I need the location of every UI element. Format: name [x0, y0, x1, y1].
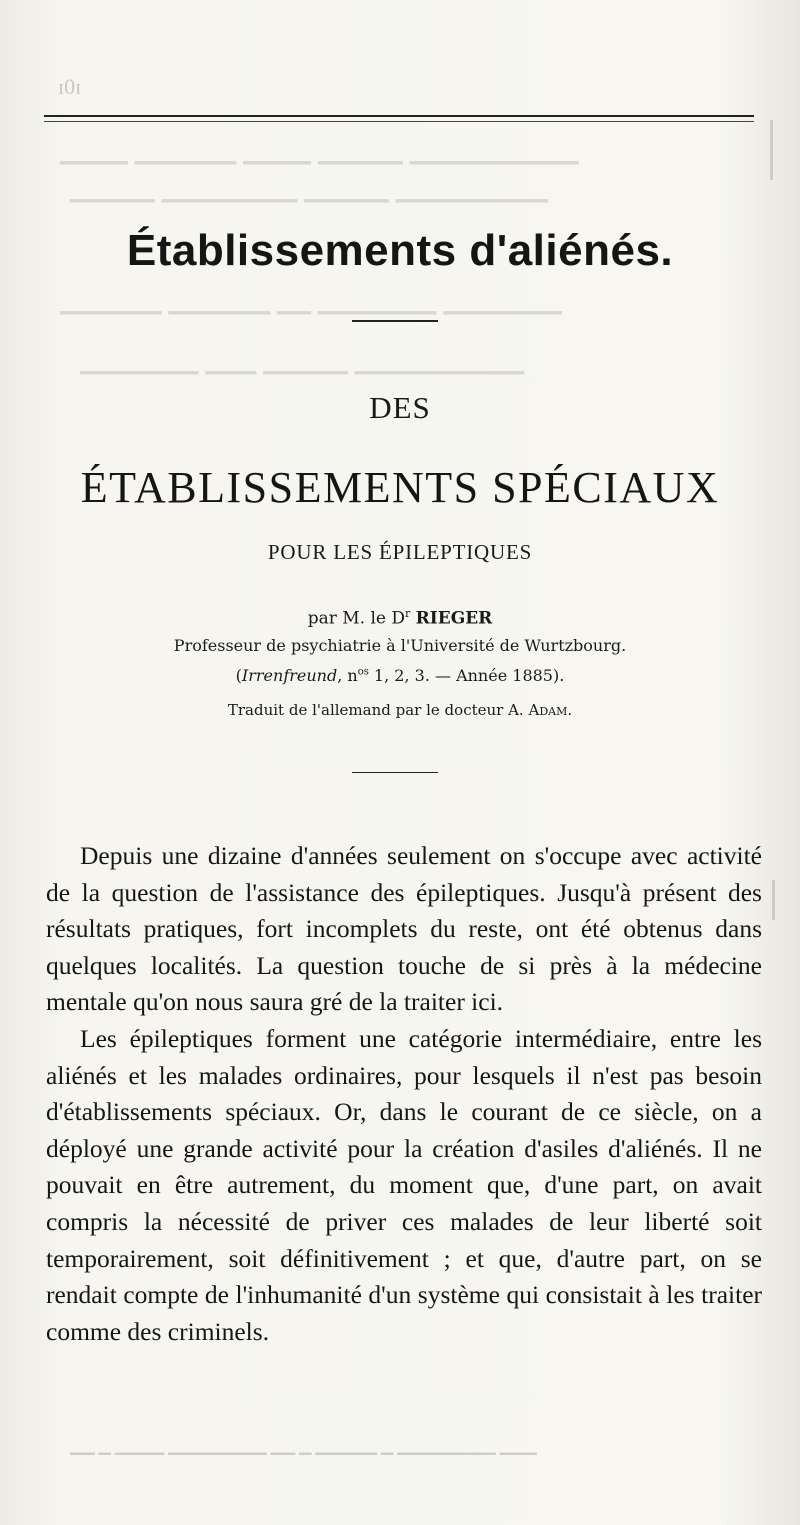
section-title: Établissements d'aliénés.: [126, 226, 674, 275]
page-edge-shadow: [772, 880, 775, 920]
article-subtitle: POUR LES ÉPILEPTIQUES: [267, 540, 533, 564]
heading-des: DES: [369, 390, 431, 425]
translation-credit: Traduit de l'allemand par le docteur A. Adam.: [227, 701, 573, 719]
article-body: [46, 838, 762, 1350]
header-rule: [44, 115, 754, 117]
author-title-sup: r: [404, 607, 411, 620]
show-through-text: ▁▁▁▁▁▁▁▁▁ ▁▁▁▁▁ ▁▁▁▁▁▁▁▁ ▁▁▁▁▁: [70, 178, 548, 203]
author-name: RIEGER: [415, 608, 493, 629]
page-edge-shadow: [770, 120, 773, 180]
source-rest: 1, 2, 3. — Année 1885).: [368, 666, 565, 685]
translator-name: Adam: [528, 701, 568, 719]
author-affiliation: Professeur de psychiatrie à l'Université de Wurtzbourg.: [173, 636, 627, 655]
article-title: ÉTABLISSEMENTS SPÉCIAUX: [80, 463, 720, 512]
show-through-page-number: ɪ0ɪ: [58, 74, 82, 99]
paragraph: Depuis une dizaine d'années seulement on s'occupe avec activité de la question de l'assistance des épileptiques. Jusqu'à présent des résultats pratiques, fort incomplets du reste, ont été obtenus dans quelques localités. La question touche de si près à la médecine mentale qu'on nous saura gré de la traiter ici.: [46, 841, 762, 1017]
header-rule-thin: [44, 121, 754, 122]
source-nos-sup: os: [357, 666, 369, 678]
translation-prefix: Traduit de l'allemand par le docteur A.: [227, 701, 524, 719]
separator-rule-2: [352, 772, 438, 773]
paragraph: Les épileptiques forment une catégorie intermédiaire, entre les aliénés et les malades ordinaires, pour lesquels il n'est pas besoin d'établissements spéciaux. Or, dans le courant de ce siècle, on a déployé une grande activité pour la création d'asiles d'aliénés. Il ne pouvait en être autrement, du moment que, d'une part, on avait compris la nécessité de priver ces malades de leur liberté soit temporairement, soit définitivement ; et que, d'autre part, on se rendait compte de l'inhumanité d'un système qui consistait à les traiter comme des criminels.: [46, 1023, 762, 1346]
source-citation: (Irrenfreund, $n^{os}$ 1, 2, 3. — Année 1885).: [235, 666, 565, 685]
author-prefix: par M. le D: [307, 608, 405, 629]
separator-rule: [352, 320, 438, 322]
show-through-text: ▁▁▁▁▁▁▁▁▁▁ ▁▁▁▁▁ ▁▁▁▁ ▁▁▁▁▁▁ ▁▁▁▁: [60, 140, 579, 165]
source-nos-prefix: , n: [337, 666, 358, 685]
author-line: [0, 607, 800, 629]
show-through-text: ▁▁▁▁▁▁▁ ▁▁▁▁▁▁▁ ▁▁ ▁▁▁▁▁▁ ▁▁▁▁▁▁: [60, 290, 562, 315]
show-through-footer: ▁▁▁ ▁▁▁▁▁▁▁▁ ▁ ▁▁▁▁▁ ▁ ▁▁ ▁▁▁▁▁▁▁▁ ▁▁▁▁ ▁ ▁▁: [70, 1438, 537, 1455]
source-journal: Irrenfreund: [241, 666, 338, 685]
show-through-text: ▁▁▁▁▁▁▁▁▁▁ ▁▁▁▁▁ ▁▁▁ ▁▁▁▁▁▁▁: [80, 350, 524, 375]
